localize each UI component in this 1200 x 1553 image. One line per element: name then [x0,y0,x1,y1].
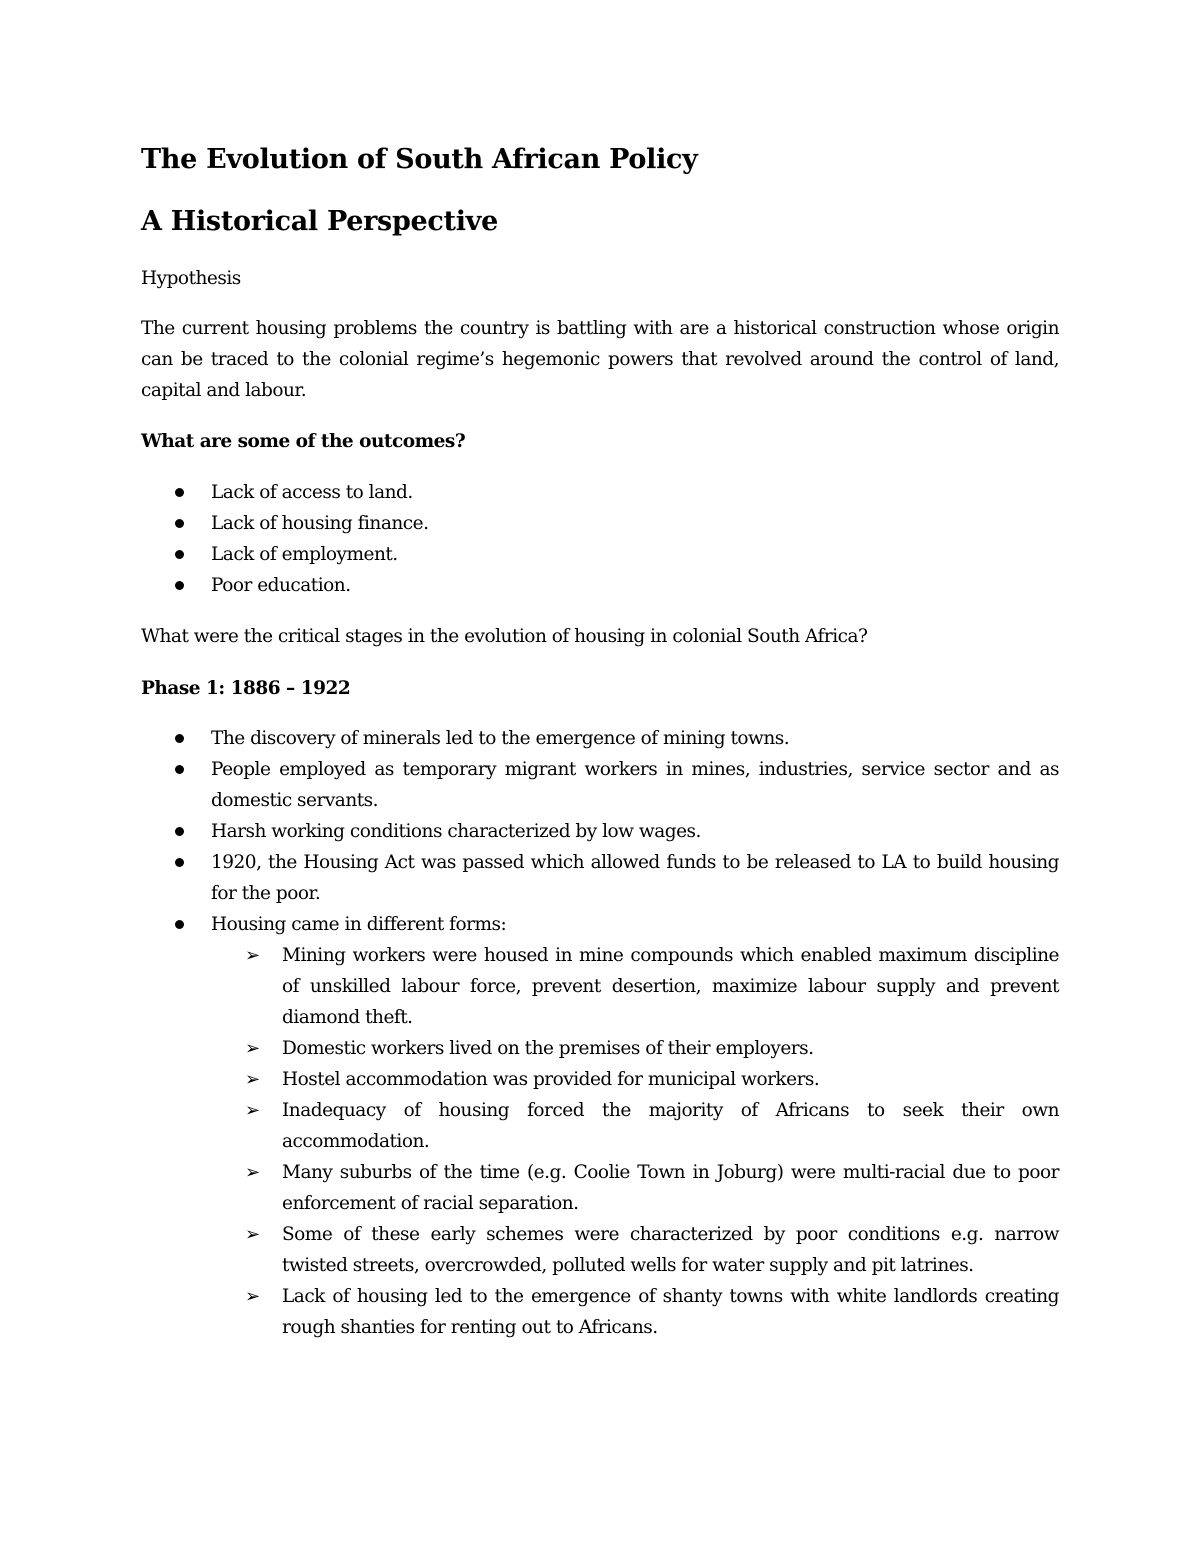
bullet-icon [175,765,184,774]
housing-forms-list [141,940,1059,1343]
arrowhead-icon: ➢ [245,1069,260,1090]
bullet-icon [175,488,184,497]
outcomes-list [141,477,1059,601]
phase1-list [141,723,1059,940]
list-item: ➢ Lack of housing led to the emergence of shanty towns with white landlords creating rough shanties for renting out to Africans. [141,1281,1059,1343]
list-item: Harsh working conditions characterized by low wages. [141,816,1059,847]
arrowhead-icon: ➢ [245,945,260,966]
bullet-icon [175,734,184,743]
bullet-icon [175,827,184,836]
bullet-icon [175,920,184,929]
arrowhead-icon: ➢ [245,1224,260,1245]
stages-question: What were the critical stages in the evolution of housing in colonial South Africa? [141,626,868,647]
list-item: ➢ Domestic workers lived on the premises of their employers. [141,1033,1059,1064]
document-title: The Evolution of South African Policy [141,144,698,175]
bullet-icon [175,519,184,528]
bullet-icon [175,581,184,590]
arrowhead-icon: ➢ [245,1162,260,1183]
list-item: 1920, the Housing Act was passed which allowed funds to be released to LA to build housing for the poor. [141,847,1059,909]
list-item: Housing came in different forms: [141,909,1059,940]
outcomes-heading: What are some of the outcomes? [141,431,466,452]
arrowhead-icon: ➢ [245,1100,260,1121]
list-item: The discovery of minerals led to the emergence of mining towns. [141,723,1059,754]
hypothesis-paragraph: The current housing problems the country is battling with are a historical construction whose origin can be traced to the colonial regime’s hegemonic powers that revolved around the control of land, capital and labour. [141,318,1059,401]
list-item: ➢ Hostel accommodation was provided for municipal workers. [141,1064,1059,1095]
list-item: People employed as temporary migrant workers in mines, industries, service sector and as domestic servants. [141,754,1059,816]
document-subtitle: A Historical Perspective [141,206,498,237]
list-item: ➢ Mining workers were housed in mine compounds which enabled maximum discipline of unskilled labour force, prevent desertion, maximize labour supply and prevent diamond theft. [141,940,1059,1033]
bullet-icon [175,858,184,867]
hypothesis-label: Hypothesis [141,268,241,289]
phase1-section [141,723,1059,1343]
arrowhead-icon: ➢ [245,1286,260,1307]
bullet-icon [175,550,184,559]
list-item: Poor education. [141,570,1059,601]
list-item: Lack of employment. [141,539,1059,570]
list-item: ➢ Inadequacy of housing forced the majority of Africans to seek their own accommodation. [141,1095,1059,1157]
phase1-heading: Phase 1: 1886 – 1922 [141,678,351,699]
list-item: ➢ Many suburbs of the time (e.g. Coolie Town in Joburg) were multi-racial due to poor enforcement of racial separation. [141,1157,1059,1219]
list-item: Lack of access to land. [141,477,1059,508]
list-item: ➢ Some of these early schemes were characterized by poor conditions e.g. narrow twisted streets, overcrowded, polluted wells for water supply and pit latrines. [141,1219,1059,1281]
list-item: Lack of housing finance. [141,508,1059,539]
arrowhead-icon: ➢ [245,1038,260,1059]
